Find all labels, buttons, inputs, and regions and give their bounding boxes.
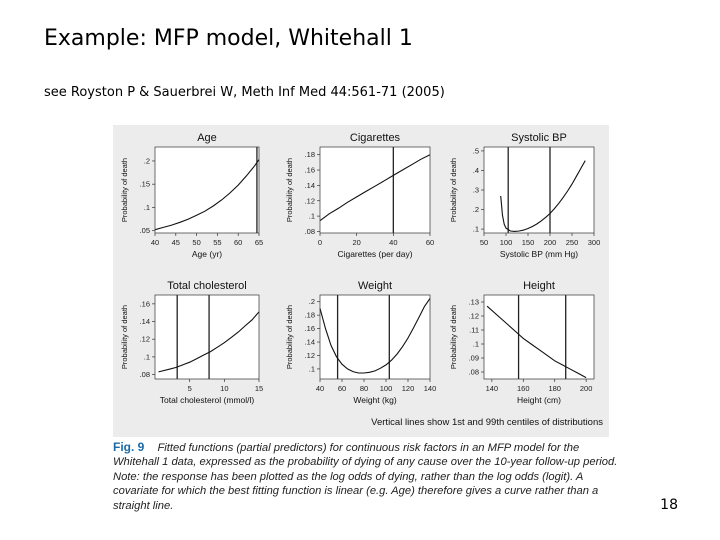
figure-plots xyxy=(113,125,609,437)
plot-area xyxy=(155,295,259,379)
y-tick-label: .1 xyxy=(472,224,479,234)
plot-panel xyxy=(120,280,263,405)
x-tick-label: 65 xyxy=(254,238,264,247)
x-tick-label: 5 xyxy=(187,384,192,393)
x-tick-label: 100 xyxy=(379,384,393,393)
y-tick-label: .12 xyxy=(304,196,315,206)
x-tick-label: 200 xyxy=(543,238,557,247)
x-tick-label: 80 xyxy=(359,384,369,393)
plot-area xyxy=(484,295,594,379)
x-tick-label: 140 xyxy=(423,384,437,393)
x-tick-label: 10 xyxy=(220,384,229,393)
y-tick-label: .14 xyxy=(304,337,315,347)
y-axis-label: Probability of death xyxy=(120,304,129,370)
y-tick-label: .13 xyxy=(468,297,479,307)
y-tick-label: .11 xyxy=(469,325,479,335)
x-tick-label: 250 xyxy=(565,238,579,247)
y-tick-label: .16 xyxy=(304,324,315,334)
figure-caption-label: Fig. 9 xyxy=(113,440,145,454)
x-axis-label: Age (yr) xyxy=(191,249,223,259)
figure-caption xyxy=(113,440,623,513)
plot-panel xyxy=(449,280,594,405)
plot-panel xyxy=(120,132,263,259)
y-tick-label: .2 xyxy=(143,156,150,166)
plot-title: Systolic BP xyxy=(511,132,567,144)
y-tick-label: .1 xyxy=(308,364,315,374)
plot-title: Total cholesterol xyxy=(167,280,247,292)
y-tick-label: .16 xyxy=(304,165,315,175)
x-tick-label: 50 xyxy=(192,238,201,247)
y-tick-label: .1 xyxy=(143,202,150,212)
x-axis-label: Cigarettes (per day) xyxy=(337,249,413,259)
plot-title: Age xyxy=(197,132,217,144)
plot-panel xyxy=(449,132,600,259)
x-tick-label: 40 xyxy=(389,238,398,247)
y-tick-label: .2 xyxy=(308,297,315,307)
y-tick-label: .05 xyxy=(139,226,150,236)
plot-area xyxy=(155,147,259,233)
y-tick-label: .12 xyxy=(468,311,479,321)
x-tick-label: 20 xyxy=(352,238,361,247)
x-tick-label: 60 xyxy=(425,238,435,247)
x-tick-label: 60 xyxy=(337,384,347,393)
y-tick-label: .1 xyxy=(143,352,150,362)
y-tick-label: .5 xyxy=(472,146,479,156)
plot-area xyxy=(484,147,594,233)
y-tick-label: .08 xyxy=(304,226,315,236)
x-tick-label: 180 xyxy=(548,384,561,393)
y-tick-label: .16 xyxy=(139,299,150,309)
y-tick-label: .14 xyxy=(139,317,150,327)
y-tick-label: .12 xyxy=(304,350,315,360)
x-tick-label: 0 xyxy=(317,238,323,247)
x-tick-label: 15 xyxy=(254,384,264,393)
plot-panel xyxy=(285,132,434,259)
x-tick-label: 120 xyxy=(401,384,415,393)
figure-note: Vertical lines show 1st and 99th centiles of distributions xyxy=(371,417,603,428)
figure-caption-text: Fitted functions (partial predictors) for continuous risk factors in an MFP model for the Whitehall 1 data, expressed as the probability of dying of any cause over the 10-year follow-up period. Note: the response has been plotted as the log odds of dying, rather than the log odds (logit). A covariate for which the best fitting function is linear (e.g. Age) therefore gives a curve rather than a straight line. xyxy=(113,442,618,512)
x-axis-label: Total cholesterol (mmol/l) xyxy=(159,395,255,405)
x-axis-label: Systolic BP (mm Hg) xyxy=(499,249,579,259)
y-tick-label: .14 xyxy=(304,180,315,190)
plot-area xyxy=(320,295,430,379)
y-tick-label: .18 xyxy=(304,310,315,320)
y-tick-label: .2 xyxy=(472,205,479,215)
x-tick-label: 300 xyxy=(587,238,601,247)
x-tick-label: 150 xyxy=(521,238,535,247)
x-tick-label: 45 xyxy=(171,238,180,247)
plot-area xyxy=(320,147,430,233)
page-number: 18 xyxy=(660,497,678,513)
y-axis-label: Probability of death xyxy=(285,304,294,370)
slide-title: Example: MFP model, Whitehall 1 xyxy=(44,26,413,51)
y-tick-label: .12 xyxy=(139,334,150,344)
x-tick-label: 160 xyxy=(517,384,530,393)
y-tick-label: .18 xyxy=(304,150,315,160)
y-tick-label: .3 xyxy=(472,185,479,195)
y-tick-label: .1 xyxy=(472,339,479,349)
plot-title: Height xyxy=(523,280,555,292)
x-tick-label: 55 xyxy=(213,238,222,247)
y-tick-label: .15 xyxy=(139,179,150,189)
y-tick-label: .08 xyxy=(468,367,479,377)
x-tick-label: 60 xyxy=(234,238,243,247)
y-tick-label: .1 xyxy=(308,211,315,221)
y-tick-label: .08 xyxy=(139,370,150,380)
figure-panel xyxy=(113,125,609,437)
x-tick-label: 50 xyxy=(479,238,489,247)
y-tick-label: .4 xyxy=(472,165,479,175)
x-tick-label: 40 xyxy=(150,238,160,247)
y-axis-label: Probability of death xyxy=(285,157,294,223)
y-axis-label: Probability of death xyxy=(449,157,458,223)
x-tick-label: 140 xyxy=(485,384,499,393)
x-tick-label: 100 xyxy=(499,238,513,247)
x-axis-label: Height (cm) xyxy=(517,395,561,405)
x-tick-label: 200 xyxy=(579,384,593,393)
reference-citation: see Royston P & Sauerbrei W, Meth Inf Med 44:561-71 (2005) xyxy=(44,85,445,100)
plot-title: Cigarettes xyxy=(349,132,401,144)
y-axis-label: Probability of death xyxy=(449,304,458,370)
plot-panel xyxy=(285,280,436,405)
y-tick-label: .09 xyxy=(468,353,479,363)
x-axis-label: Weight (kg) xyxy=(353,395,397,405)
y-axis-label: Probability of death xyxy=(120,157,129,223)
plot-title: Weight xyxy=(357,280,393,292)
x-tick-label: 40 xyxy=(315,384,325,393)
